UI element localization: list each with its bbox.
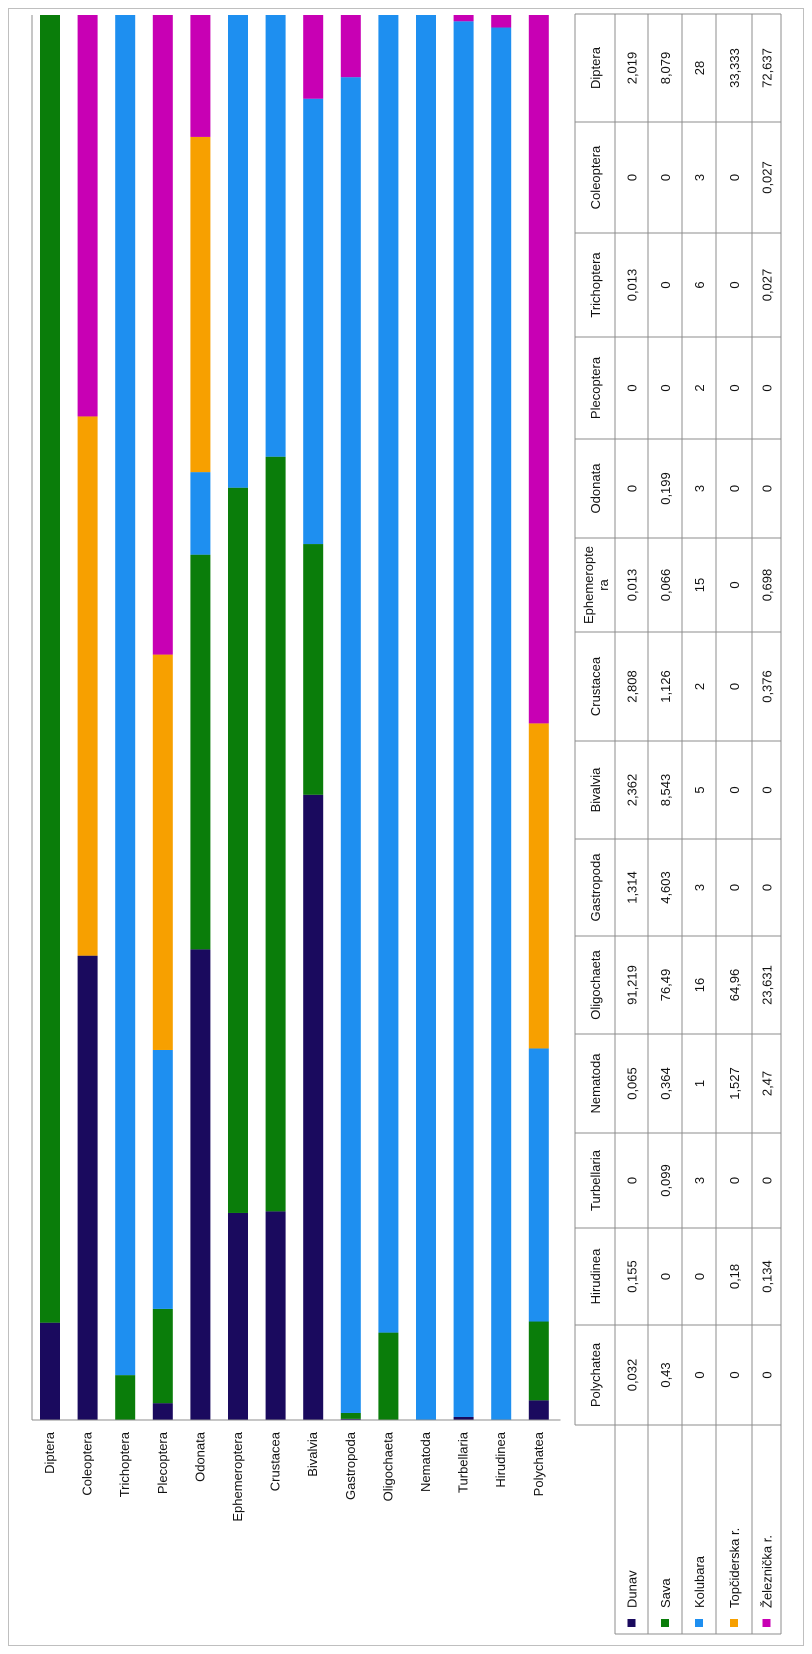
table-cell-3-7: 0	[727, 682, 742, 691]
legend-label-3: Topčiderska r.	[727, 1527, 742, 1608]
chart-frame	[8, 8, 804, 1646]
stacked-bar-chart	[9, 9, 803, 1645]
bar-segment-odonata-2	[190, 472, 210, 555]
legend-label-2: Kolubara	[692, 1555, 707, 1608]
bar-segment-oligochaeta-2	[378, 15, 398, 1333]
legend-key-0	[628, 1619, 636, 1627]
table-cell-3-5: 0	[727, 883, 742, 892]
table-cell-1-7: 1,126	[658, 670, 673, 703]
category-label-nematoda: Nematoda	[418, 1432, 433, 1492]
category-label-plecoptera: Plecoptera	[154, 1432, 170, 1495]
bar-segment-bivalvia-0	[303, 795, 323, 1420]
table-cell-4-1: 0,134	[759, 1260, 775, 1293]
category-label-bivalvia: Bivalvia	[305, 1432, 321, 1477]
bar-segment-hirudinea-4	[491, 15, 511, 28]
bar-segment-crustacea-2	[266, 15, 286, 457]
table-cell-4-8: 0,698	[759, 568, 775, 602]
table-cell-0-5: 1,314	[624, 871, 640, 904]
table-header-11: Trichoptera	[588, 252, 603, 318]
table-cell-2-10: 2	[692, 384, 707, 392]
table-cell-4-0: 0	[759, 1371, 775, 1379]
table-cell-0-2: 0	[624, 1176, 640, 1185]
bar-segment-ephemeroptera-2	[228, 15, 248, 488]
bar-segment-coleoptera-0	[78, 956, 98, 1420]
category-label-coleoptera: Coleoptera	[79, 1432, 95, 1496]
table-cell-0-12: 0	[624, 173, 640, 182]
table-cell-0-6: 2,362	[624, 773, 640, 807]
table-header-8-line1: Ephemeropte	[581, 545, 596, 625]
table-cell-1-8: 0,066	[658, 568, 673, 602]
bar-segment-odonata-0	[190, 949, 210, 1420]
table-cell-3-1: 0,18	[727, 1263, 742, 1290]
table-cell-0-13: 2,019	[624, 51, 640, 85]
table-cell-2-13: 28	[692, 60, 707, 76]
table-cell-4-5: 0	[759, 883, 775, 892]
bar-segment-plecoptera-2	[153, 1050, 173, 1309]
bar-segment-plecoptera-4	[153, 15, 173, 655]
table-cell-3-6: 0	[727, 786, 742, 794]
bar-segment-nematoda-2	[416, 15, 436, 1420]
table-cell-1-10: 0	[658, 384, 673, 392]
bar-segment-turbellaria-2	[454, 21, 474, 1417]
table-header-12: Coleoptera	[588, 145, 603, 210]
table-header-2: Turbellaria	[588, 1150, 603, 1211]
table-cell-0-1: 0,155	[624, 1260, 640, 1293]
table-cell-0-10: 0	[624, 384, 640, 392]
table-cell-0-9: 0	[624, 484, 640, 493]
bar-segment-ephemeroptera-1	[228, 488, 248, 1213]
category-label-gastropoda: Gastropoda	[342, 1432, 358, 1500]
legend-key-4	[763, 1619, 771, 1627]
table-cell-1-12: 0	[658, 173, 673, 182]
table-cell-3-8: 0	[727, 581, 742, 589]
table-header-5: Gastropoda	[588, 853, 603, 922]
bar-segment-diptera-0	[40, 1323, 60, 1420]
bar-segment-gastropoda-1	[341, 1413, 361, 1419]
bar-segment-trichoptera-1	[115, 1375, 135, 1420]
bar-segment-odonata-1	[190, 555, 210, 950]
category-label-hirudinea: Hirudinea	[493, 1432, 509, 1488]
table-cell-1-1: 0	[658, 1272, 673, 1281]
table-cell-2-0: 0	[692, 1371, 707, 1379]
table-cell-2-12: 3	[692, 173, 707, 182]
table-header-3: Nematoda	[588, 1053, 603, 1114]
table-cell-1-6: 8,543	[658, 773, 673, 807]
bar-segment-plecoptera-1	[153, 1309, 173, 1403]
table-cell-1-9: 0,199	[658, 472, 673, 505]
legend-key-3	[730, 1619, 738, 1627]
legend-label-4: Železnička r.	[759, 1535, 775, 1608]
table-header-13: Diptera	[588, 47, 603, 89]
table-cell-4-6: 0	[759, 786, 775, 794]
bar-segment-polychatea-1	[529, 1322, 549, 1401]
table-cell-4-10: 0	[759, 384, 775, 392]
table-cell-3-2: 0	[727, 1176, 742, 1185]
table-cell-0-4: 91,219	[624, 965, 640, 1005]
table-cell-3-13: 33,333	[727, 48, 742, 88]
category-label-crustacea: Crustacea	[267, 1432, 283, 1492]
category-label-diptera: Diptera	[42, 1432, 57, 1474]
table-cell-4-7: 0,376	[759, 670, 775, 703]
data-table-grid	[575, 14, 781, 1634]
table-cell-4-11: 0,027	[759, 268, 775, 302]
bar-segment-polychatea-3	[529, 723, 549, 1048]
category-label-oligochaeta: Oligochaeta	[380, 1432, 396, 1502]
bar-segment-bivalvia-1	[303, 544, 323, 795]
table-header-1: Hirudinea	[588, 1248, 603, 1305]
bar-segment-hirudinea-2	[491, 28, 511, 1420]
table-cell-2-4: 16	[692, 977, 707, 993]
table-cell-2-6: 5	[692, 786, 707, 794]
table-cell-3-11: 0	[727, 281, 742, 289]
category-label-ephemeroptera: Ephemeroptera	[230, 1432, 245, 1522]
table-header-7: Crustacea	[588, 656, 603, 717]
legend-label-1: Sava	[658, 1578, 673, 1608]
table-cell-3-4: 64,96	[727, 968, 742, 1002]
table-cell-1-5: 4,603	[658, 871, 673, 904]
table-cell-4-3: 2,47	[759, 1070, 775, 1097]
bar-segment-polychatea-0	[529, 1400, 549, 1420]
bar-segment-coleoptera-3	[78, 416, 98, 955]
table-cell-0-7: 2,808	[624, 670, 640, 703]
bar-segment-gastropoda-2	[341, 77, 361, 1413]
table-cell-2-1: 0	[692, 1272, 707, 1281]
table-cell-3-3: 1,527	[727, 1067, 742, 1100]
legend-key-1	[661, 1619, 669, 1627]
table-header-8-line2: ra	[596, 579, 611, 591]
bar-segment-plecoptera-3	[153, 655, 173, 1050]
table-cell-0-3: 0,065	[624, 1067, 640, 1100]
bar-segment-trichoptera-2	[115, 15, 135, 1375]
table-cell-1-13: 8,079	[658, 51, 673, 85]
table-header-4: Oligochaeta	[588, 950, 603, 1020]
table-cell-2-3: 1	[692, 1079, 707, 1088]
legend-label-0: Dunav	[624, 1570, 640, 1608]
table-cell-0-8: 0,013	[624, 568, 640, 602]
table-cell-1-3: 0,364	[658, 1067, 673, 1100]
bar-segment-plecoptera-0	[153, 1403, 173, 1420]
table-cell-2-2: 3	[692, 1176, 707, 1185]
bar-segment-oligochaeta-1	[378, 1333, 398, 1420]
bar-segment-coleoptera-4	[78, 15, 98, 416]
bar-segment-bivalvia-2	[303, 99, 323, 544]
bar-segment-gastropoda-4	[341, 15, 361, 77]
table-cell-2-7: 2	[692, 682, 707, 691]
table-cell-1-11: 0	[658, 281, 673, 289]
category-label-turbellaria: Turbellaria	[455, 1432, 471, 1493]
table-cell-3-12: 0	[727, 173, 742, 182]
bar-segment-turbellaria-4	[454, 15, 474, 21]
table-cell-3-10: 0	[727, 384, 742, 392]
bar-segment-bivalvia-4	[303, 15, 323, 99]
table-header-6: Bivalvia	[588, 767, 603, 813]
table-cell-2-9: 3	[692, 484, 707, 493]
table-cell-1-0: 0,43	[658, 1362, 673, 1388]
bar-segment-polychatea-4	[529, 15, 549, 723]
bar-segment-odonata-3	[190, 137, 210, 472]
table-cell-2-11: 6	[692, 281, 707, 289]
bars-group	[40, 15, 549, 1420]
bar-segment-crustacea-1	[266, 457, 286, 1212]
bar-segment-polychatea-2	[529, 1048, 549, 1321]
table-cell-2-5: 3	[692, 883, 707, 892]
table-cell-4-12: 0,027	[759, 161, 775, 194]
legend-key-2	[695, 1619, 703, 1627]
table-header-9: Odonata	[588, 463, 603, 514]
table-header-10: Plecoptera	[588, 356, 603, 420]
table-cell-3-0: 0	[727, 1371, 742, 1379]
table-cell-4-4: 23,631	[759, 965, 775, 1005]
table-cell-1-2: 0,099	[658, 1164, 673, 1197]
table-header-0: Polychatea	[588, 1342, 603, 1408]
category-label-odonata: Odonata	[192, 1432, 208, 1482]
table-cell-2-8: 15	[692, 577, 707, 593]
category-label-trichoptera: Trichoptera	[117, 1432, 133, 1498]
category-label-polychatea: Polychatea	[530, 1432, 546, 1497]
table-cell-4-9: 0	[759, 484, 775, 493]
table-cell-4-2: 0	[759, 1176, 775, 1185]
table-cell-3-9: 0	[727, 484, 742, 493]
bar-segment-odonata-4	[190, 15, 210, 137]
bar-segment-crustacea-0	[266, 1211, 286, 1420]
bar-segment-diptera-1	[40, 15, 60, 1323]
table-cell-4-13: 72,637	[759, 48, 775, 88]
table-cell-0-0: 0,032	[624, 1358, 640, 1392]
bar-segment-ephemeroptera-0	[228, 1213, 248, 1420]
table-cell-0-11: 0,013	[624, 268, 640, 302]
table-cell-1-4: 76,49	[658, 968, 673, 1002]
